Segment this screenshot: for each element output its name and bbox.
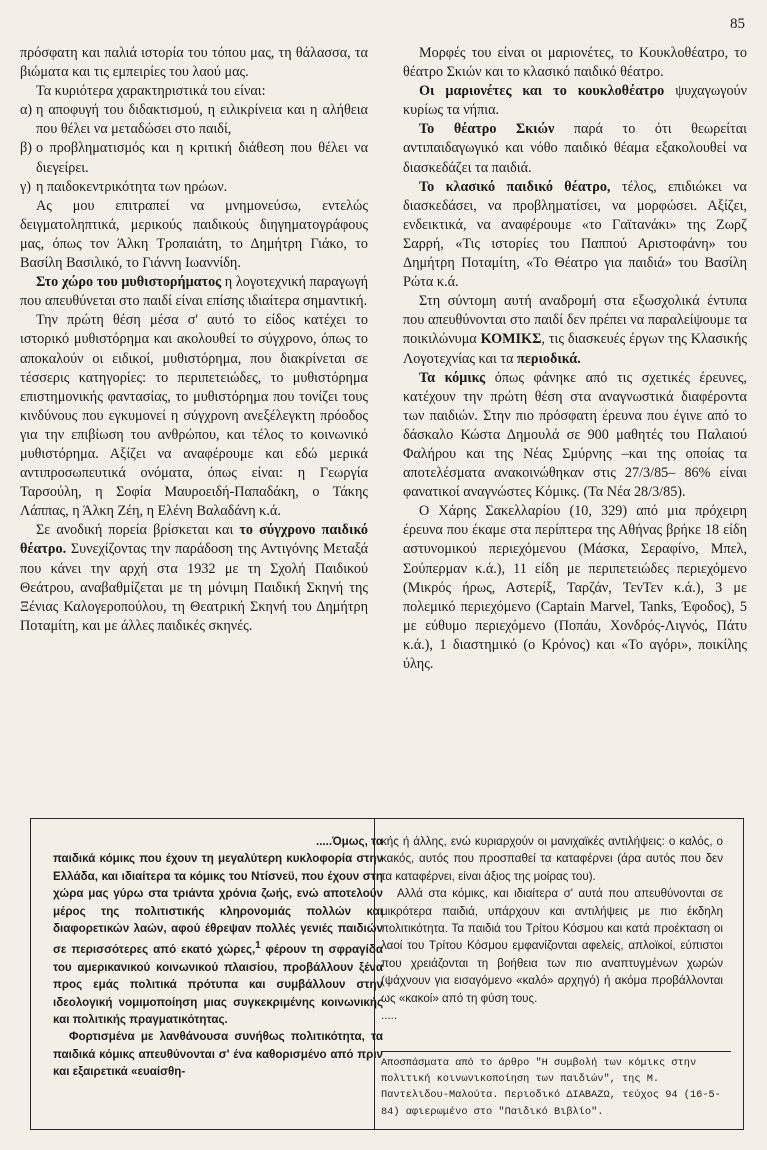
- paragraph: Μορφές του είναι οι μαριονέτες, το Κουκλοθέατρο, το θέατρο Σκιών και το κλασικό παιδικό θέατρο.: [403, 45, 747, 81]
- paragraph: [403, 292, 747, 368]
- list-item-text: η αποφυγή του διδακτισμού, η ειλικρίνεια και η αλήθεια που θέλει να μεταδώσει στο παιδί,: [36, 102, 368, 138]
- excerpt-box: [30, 818, 744, 1130]
- list-item-text: η παιδοκεντρικότητα των ηρώων.: [36, 178, 228, 195]
- paragraph: Ο Χάρης Σακελλαρίου (10, 329) από μια πρόχειρη έρευνα που έκαμε στα περίπτερα της Αθήνας βρήκε 18 είδη αστυνομικού περιεχόμενου (Μάσκα, Σεραφίνο, Μπελ, Σούπερμαν κ.ά.), 11 είδη με περιπετειώδες περιεχόμενο (Μικρός ήρως, Αστερίξ, Ταρζάν, ΤενΤεν κ.ά.), 3 με πολεμικό περιεχόμενο (Captain Marvel, Tanks, Έφοδος), 5 με εύθυμο περιεχόμενο (Ποπάυ, Χονδρός-Λιγνός, Πάτυ κ.ά.), 1 διαστημικό (ο Κρόνος) και «Το αγόρι», ποικίλης ύλης.: [403, 503, 747, 672]
- paragraph: Φορτισμένα με λανθάνουσα συνήθως πολιτικότητα, τα παιδικά κόμικς απευθύνονται σ' ένα καθορισμένο από πριν και εξαιρετικά «ευαίσθη-: [53, 1030, 383, 1079]
- right-column: [403, 44, 747, 674]
- list-item-text: ο προβληματισμός και η κριτική διάθεση που θέλει να διεγείρει.: [36, 140, 368, 176]
- paragraph: [20, 273, 368, 311]
- bold-phrase: το σύγχρονο παιδικό θέατρο.: [20, 522, 369, 558]
- bold-phrase: Στο χώρο του μυθιστορήματος: [36, 274, 222, 291]
- list-item: [20, 178, 368, 197]
- ellipsis: .....: [381, 1009, 398, 1023]
- column-divider: [374, 819, 375, 1129]
- text-run: παιδικά κόμικς που έχουν τη μεγαλύτερη κυκλοφορία στην Ελλάδα, και ιδιαίτερα τα κόμικς του Ντίσνεϋ, που έχουν στη χώρα μας γύρω στα τριάντα χρόνια ζωής, ενώ αποτελούν μέρος της πολιτιστικής κληρονομιάς πολλών και διαφορετικών λαών, αφού έθρεψαν πολλές γενιές παιδιών σε περισσότερες από εκατό χώρες,: [53, 852, 383, 957]
- paragraph: Την πρώτη θέση μέσα σ' αυτό το είδος κατέχει το ιστορικό μυθιστόρημα και ακολουθεί το σύγχρονο, όπως το αποκαλούν οι ειδικοί, μυθιστόρημα, που διακρίνεται σε τέσσερις κατηγορίες: το περιπετειώδες, το μυθιστόρημα επιστημονικής φαντασίας, το μυθιστόρημα που τονίζει τους κινδύνους που εγκυμονεί η σύγχρονη ανεξέλεγκτη πρόοδος για την επιβίωση του ανθρώπου, και τέλος το κοινωνικό μυθιστόρημα. Αξίζει να αναφέρουμε και εδώ μερικά αντιπροσωπευτικά ονόματα, όπως είναι: η Γεωργία Ταρσούλη, η Σοφία Μαυροειδή-Παπαδάκη, ο Τάκης Λάππας, η Άλκη Ζέη, η Ελένη Βαλαδάνη κ.ά.: [20, 312, 368, 520]
- paragraph: πρόσφατη και παλιά ιστορία του τόπου μας, τη θάλασσα, τα βιώματα και τις εμπειρίες του λαού μας.: [20, 45, 368, 81]
- page-number: 85: [730, 16, 745, 32]
- paragraph: [20, 521, 368, 636]
- paragraph: [403, 82, 747, 120]
- text-run: φέρουν τη σφραγίδα του αμερικανικού κοινωνικού πλαισίου, προβάλλουν ξένα προς εμάς πολιτικά πρότυπα και συμβάλλουν στην ιδεολογική νομιμοποίηση μιας συγκεκριμένης κοινωνικής και πολιτικής πραγματικότητας.: [53, 943, 383, 1026]
- list-marker: α): [20, 102, 33, 119]
- bold-phrase: Τα κόμικς: [419, 369, 486, 386]
- text-run: ψυχαγωγούν κυρίως τα νήπια.: [403, 83, 747, 119]
- bold-phrase: Οι μαριονέτες και το κουκλοθέατρο: [419, 83, 665, 100]
- text-run: Σε ανοδική πορεία βρίσκεται και: [36, 522, 240, 539]
- list-marker: β): [20, 140, 32, 157]
- bold-phrase: περιοδικά.: [517, 350, 581, 367]
- list-item: [20, 101, 368, 139]
- paragraph: Τα κυριότερα χαρακτηριστικά του είναι:: [36, 83, 266, 100]
- paragraph: [403, 178, 747, 293]
- text-run: Συνεχίζοντας την παράδοση της Αντιγόνης Μεταξά που κάνει την αρχή στα 1932 με τη Σχολή Παιδικού Θεάτρου, αναβαθμίζεται με τη μόνιμη Παιδική Σκηνή της Ξένιας Καλογεροπούλου, τη Θεατρική Σκηνή του Δημήτρη Ποταμίτη, και με άλλες παιδικές σκηνές.: [20, 541, 368, 634]
- paragraph: Ας μου επιτραπεί να μνημονεύσω, εντελώς δειγματοληπτικά, μερικούς παιδικούς διηγηματογράφους μας, όπως τον Άλκη Τροπαιάτη, το Δημήτρη Γιάκο, το Βασίλη Βασιλικό, το Γιάννη Ιωαννίδη.: [20, 197, 368, 272]
- bold-phrase: Το κλασικό παιδικό θέατρο,: [419, 178, 611, 195]
- excerpt-left-column: [53, 833, 383, 1081]
- excerpt-opening: .....Όμως, τα: [315, 835, 383, 848]
- left-column: [20, 44, 368, 636]
- footnote-marker: 1: [255, 940, 261, 952]
- text-run: τέλος, επιδιώκει να διασκεδάσει, να προβληματίσει, να μορφώσει. Αξίζει, ενδεικτικά, να αναφέρουμε «το Γαϊτανάκι» της Ζωρζ Σαρρή, «Τις ιστορίες του Παππού Αριστοφάνη» του Δημήτρη Ποταμίτη, «Το Θέατρο για παιδιά» του Βασίλη Ρώτα κ.ά.: [403, 178, 747, 291]
- source-note: Αποσπάσματα από το άρθρο "Η συμβολή των κόμικς στην πολιτική κοινωνικοποίηση των παιδιών", της Μ. Παντελιδου-Μαλούτα. Περιοδικό ΔΙΑΒΑΖΩ, τεύχος 94 (16-5-84) αφιερωμένο στο "Παιδικό Βιβλίο".: [381, 1051, 731, 1120]
- paragraph: κής ή άλλης, ενώ κυριαρχούν οι μανιχαϊκές αντιλήψεις: ο καλός, ο κακός, αυτός που προσπαθεί τα καταφέρνει (άρα αυτός που δεν τα καταφέρνει, είναι άξιος της μοίρας του).: [381, 835, 723, 883]
- text-run: η λογοτεχνική παραγωγή που απευθύνεται στο παιδί είναι επίσης ιδιαίτερα σημαντική.: [20, 274, 369, 310]
- bold-phrase: Το θέατρο Σκιών: [419, 121, 555, 138]
- text-run: όπως φάνηκε από τις σχετικές έρευνες, κατέχουν την πρώτη θέση στα αναγνωστικά διαφέροντα των παιδιών. Στην πιο πρόσφατη έρευνα που έγινε από το δάσκαλο Κώστα Δημουλά σε 900 μαθητές του Παλαιού Φαλήρου και της Νέας Σμύρνης –και της οποίας τα αποτελέσματα ανακοινώθηκαν στις 27/3/85– 86% είναι φανατικοί αναγνώστες Κόμικς. (Τα Νέα 28/3/85).: [403, 369, 747, 501]
- text-run: , τις διασκευές έργων της Κλασικής Λογοτεχνίας και τα: [403, 331, 747, 367]
- paragraph: [403, 120, 747, 177]
- text-run: Στη σύντομη αυτή αναδρομή στα εξωσχολικά έντυπα που απευθύνονται στο παιδί δεν πρέπει να παραλείψουμε τα ποικιλώνυμα: [403, 293, 747, 348]
- paragraph: Αλλά στα κόμικς, και ιδιαίτερα σ' αυτά που απευθύνονται σε μικρότερα παιδιά, υπάρχουν και αντιλήψεις με πιο έκδηλη πολιτικότητα. Τα παιδιά του Τρίτου Κόσμου και κατά προέκταση οι λαοί του Τρίτου Κόσμου εμφανίζονται αφελείς, απλοϊκοί, εύπιστοι που χρειάζονται τη βοήθεια των πιο αναπτυγμένων χωρών (ψάχνουν για εισαγόμενο «καλό» αρχηγό) ή ακόμα προβάλλονται ως «κακοί» από τη φύση τους.: [381, 887, 723, 1005]
- paragraph: [53, 850, 383, 1028]
- bold-phrase: ΚΟΜΙΚΣ: [480, 331, 542, 348]
- list-marker: γ): [20, 178, 31, 195]
- excerpt-right-column: [381, 833, 723, 1024]
- paragraph: [403, 369, 747, 503]
- text-run: παρά το ότι θεωρείται αντιπαιδαγωγικό και νόθο παιδικό θέαμα εξακολουθεί να διασκεδάζει τα παιδιά.: [403, 121, 748, 176]
- list-item: [20, 139, 368, 177]
